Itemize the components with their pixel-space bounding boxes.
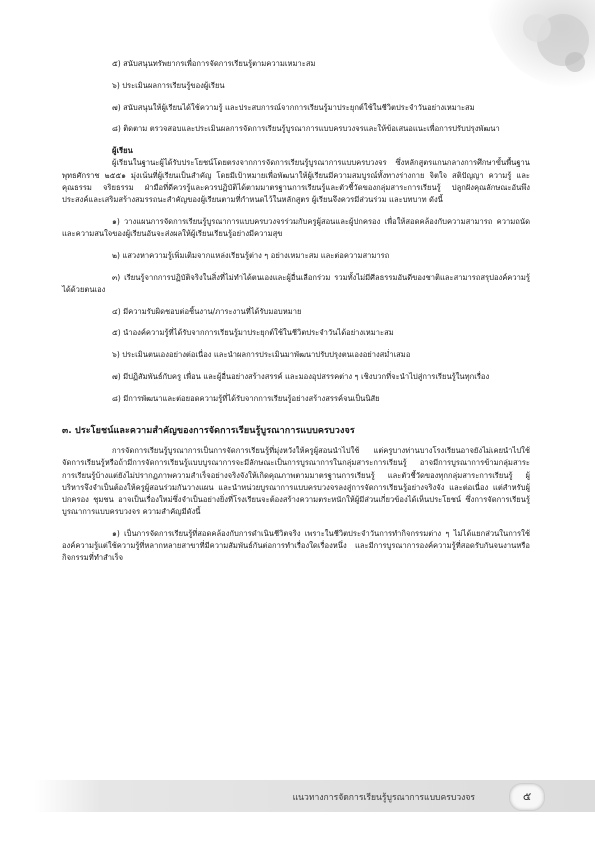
list-item: ๗) สนับสนุนให้ผู้เรียนได้ใช้ความรู้ และประสบการณ์จากการเรียนรู้มาประยุกต์ใช้ในชีวิตประจำวันอย่างเหมาะสม	[112, 102, 475, 112]
section-intro: การจัดการเรียนรู้บูรณาการเป็นการจัดการเรียนรู้ที่มุ่งหวังให้ครูผู้สอนนำไปใช้ แต่ครูบางท่านบางโรงเรียนอาจยังไม่เคยนำไปใช้จัดการเรียนรู้หรือถ้ามีการจัดการเรียนรู้แบบบูรณาการจะมีลักษณะเป็นการบูรณาการในกลุ่มสาระการเรียนรู้ อาจมีการบูรณาการข้ามกลุ่มสาระการเรียนรู้บ้างแต่ยังไม่ปรากฏภาพความสำเร็จอย่างจริงจังให้เกิดคุณภาพตามมาตรฐานการเรียนรู้ และตัวชี้วัดของทุกกลุ่มสาระการเรียนรู้ ผู้บริหารจึงจำเป็นต้องให้ครูผู้สอนร่วมกันวางแผน และนำหน่วยบูรณาการแบบครบวงจรลงสู่การจัดการเรียนรู้อย่างจริงจัง และต่อเนื่อง แต่สำหรับผู้ปกครอง ชุมชน อาจเป็นเรื่องใหม่ซึ่งจำเป็นอย่างยิ่งที่โรงเรียนจะต้องสร้างความตระหนักให้ผู้มีส่วนเกี่ยวข้องได้เห็นประโยชน์ ซึ่งการจัดการเรียนรู้บูรณาการแบบครบวงจร ความสำคัญมีดังนี้	[62, 446, 530, 517]
list-item: ๕) สนับสนุนทรัพยากรเพื่อการจัดการเรียนรู้ตามความเหมาะสม	[112, 59, 316, 68]
list-item: ๒) แสวงหาความรู้เพิ่มเติมจากแหล่งเรียนรู้ต่าง ๆ อย่างเหมาะสม และต่อความสามารถ	[112, 250, 390, 260]
page-footer	[0, 780, 595, 812]
list-item: ๔) มีความรับผิดชอบต่อชิ้นงาน/ภาระงานที่ได้รับมอบหมาย	[112, 306, 302, 316]
list-item: ๘) มีการพัฒนาและต่อยอดความรู้ที่ได้รับจากการเรียนรู้อย่างสร้างสรรค์จนเป็นนิสัย	[112, 393, 380, 403]
learner-heading: ผู้เรียน	[112, 146, 133, 156]
learner-intro: ผู้เรียนในฐานะผู้ได้รับประโยชน์โดยตรงจากการจัดการเรียนรู้บูรณาการแบบครบวงจร ซึ่งหลักสูตรแกนกลางการศึกษาขั้นพื้นฐาน พุทธศักราช ๒๕๕๑ มุ่งเน้นที่ผู้เรียนเป็นสำคัญ โดยมีเป้าหมายเพื่อพัฒนาให้ผู้เรียนมีความสมบูรณ์ทั้งทางร่างกาย จิตใจ สติปัญญา ความรู้ และคุณธรรม จริยธรรม ฝ่ามือที่ดีควรรู้และควรปฏิบัติได้ตามมาตรฐานการเรียนรู้และตัวชี้วัดของกลุ่มสาระการเรียนรู้ ปลูกฝังคุณลักษณะอันพึงประสงค์และเสริมสร้างสมรรถนะสำคัญของผู้เรียนตามที่กำหนดไว้ในหลักสูตร ผู้เรียนจึงควรมีส่วนร่วม และบทบาท ดังนี้	[62, 158, 530, 204]
list-item: ๗) มีปฏิสัมพันธ์กับครู เพื่อน และผู้อื่นอย่างสร้างสรรค์ และมองอุปสรรคต่าง ๆ เชิงบวกที่จะนำไปสู่การเรียนรู้ในทุกเรื่อง	[112, 371, 490, 381]
list-item: ๓) เรียนรู้จากการปฏิบัติจริงในสิ่งที่ไม่ทำได้ตนเองและผู้อื่นเลือกร่วม รวมทั้งไม่มีศีลธรรมอันดีของชาติและสามารถสรุปองค์ความรู้ได้ด้วยตนเอง	[62, 272, 530, 294]
footer-title: แนวทางการจัดการเรียนรู้บูรณาการแบบครบวงจร	[292, 793, 475, 803]
list-item: ๑) วางแผนการจัดการเรียนรู้บูรณาการแบบครบวงจรร่วมกับครูผู้สอนและผู้ปกครอง เพื่อให้สอดคล้องกับความสามารถ ความถนัด และความสนใจของผู้เรียนอันจะส่งผลให้ผู้เรียนเรียนรู้อย่างมีความสุข	[62, 216, 530, 238]
section-heading: ๓. ประโยชน์และความสำคัญของการจัดการเรียนรู้บูรณาการแบบครบวงจร	[62, 425, 355, 436]
list-item: ๑) เป็นการจัดการเรียนรู้ที่สอดคล้องกับการดำเนินชีวิตจริง เพราะในชีวิตประจำวันการทำกิจกรรมต่าง ๆ ไม่ได้แยกส่วนในการใช้องค์ความรู้แต่ใช้ความรู้ที่หลากหลายสาขาที่มีความสัมพันธ์กันต่อการทำเรื่องใดเรื่องหนึ่ง และมีการบูรณาการองค์ความรู้ที่สอดรับกันจนงานหรือกิจกรรมที่ทำสำเร็จ	[62, 529, 530, 563]
page-number: ๕	[509, 783, 545, 811]
list-item: ๘) ติดตาม ตรวจสอบและประเมินผลการจัดการเรียนรู้บูรณาการแบบครบวงจรและให้ข้อเสนอแนะเพื่อการปรับปรุงพัฒนา	[112, 124, 500, 134]
document-body	[62, 58, 530, 574]
list-item: ๖) ประเมินผลการเรียนรู้ของผู้เรียน	[112, 80, 225, 90]
list-item: ๕) นำองค์ความรู้ที่ได้รับจากการเรียนรู้มาประยุกต์ใช้ในชีวิตประจำวันได้อย่างเหมาะสม	[112, 328, 394, 338]
list-item: ๖) ประเมินตนเองอย่างต่อเนื่อง และนำผลการประเมินมาพัฒนาปรับปรุงตนเองอย่างสม่ำเสมอ	[112, 350, 411, 360]
